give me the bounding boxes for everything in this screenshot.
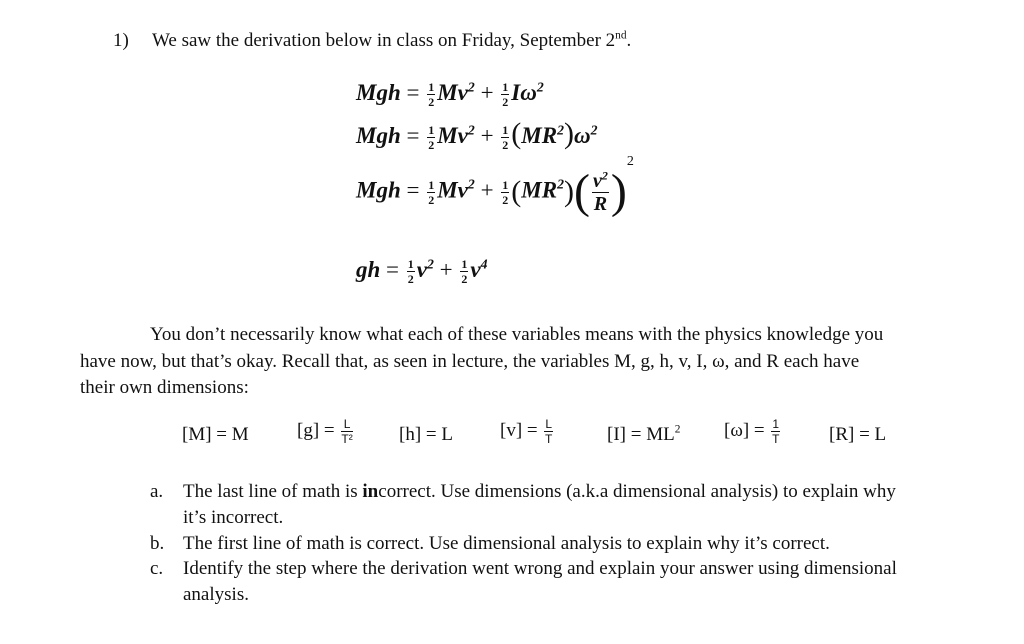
part-c-text-cont: analysis.	[183, 584, 249, 605]
question-header: 1) We saw the derivation below in class on Friday, September 2nd.	[113, 29, 632, 51]
part-c-text: Identify the step where the derivation went wrong and explain your answer using dimensional	[183, 558, 897, 579]
part-a-label: a.	[150, 481, 164, 502]
emphasis-in: in	[362, 481, 379, 502]
part-b-text: The first line of math is correct. Use dimensional analysis to explain why it’s correct.	[183, 533, 830, 554]
dimension-h: [h] = L	[399, 424, 453, 445]
ordinal-suffix: nd	[615, 29, 627, 42]
equation-1: Mgh = $\frac{1}{2}$ Mv$^2$ + $\frac{1}{2}$ $I\omega^2$	[356, 79, 544, 110]
question-intro: We saw the derivation below in class on Friday, September 2	[152, 30, 616, 51]
paragraph-line-3: their own dimensions:	[80, 377, 249, 398]
equation-2: Mgh = $\frac{1}{2}$ Mv$^2$ + $\frac{1}{2}$ $(MR^2)\omega^2$	[356, 117, 598, 153]
dimension-M: [M] = M	[182, 424, 249, 445]
dimension-omega: [ω] = $\frac{1}{T}$	[724, 417, 780, 446]
part-b-label: b.	[150, 533, 165, 554]
part-c-label: c.	[150, 558, 164, 579]
part-a-text-cont: it’s incorrect.	[183, 507, 284, 528]
equation-4: gh = $\frac{1}{2}$ $v^2$ + $\frac{1}{2}$ $v^4$	[356, 256, 488, 287]
question-number: 1)	[113, 30, 129, 51]
dimension-g: [g] = $\frac{L}{\text{T²}}$	[297, 417, 353, 446]
dimension-I: $[I] = ML^2$	[607, 423, 681, 445]
paragraph-line-1: You don’t necessarily know what each of these variables means with the physics knowledge you	[150, 324, 884, 345]
dimension-R: [R] = L	[829, 424, 887, 445]
part-a-text: The last line of math is incorrect. Use dimensions (a.k.a dimensional analysis) to explain why	[183, 481, 896, 502]
equation-3: Mgh = $\frac{1}{2}$ Mv$^2$ + $\frac{1}{2}$ $(MR^2)$( $\frac{v^2}{R}$ )$^2$	[356, 154, 634, 218]
dimension-v: [v] = $\frac{L}{T}$	[500, 417, 553, 446]
paragraph-line-2: have now, but that’s okay. Recall that, as seen in lecture, the variables M, g, h, v, I, ω, and R each have	[80, 351, 860, 372]
